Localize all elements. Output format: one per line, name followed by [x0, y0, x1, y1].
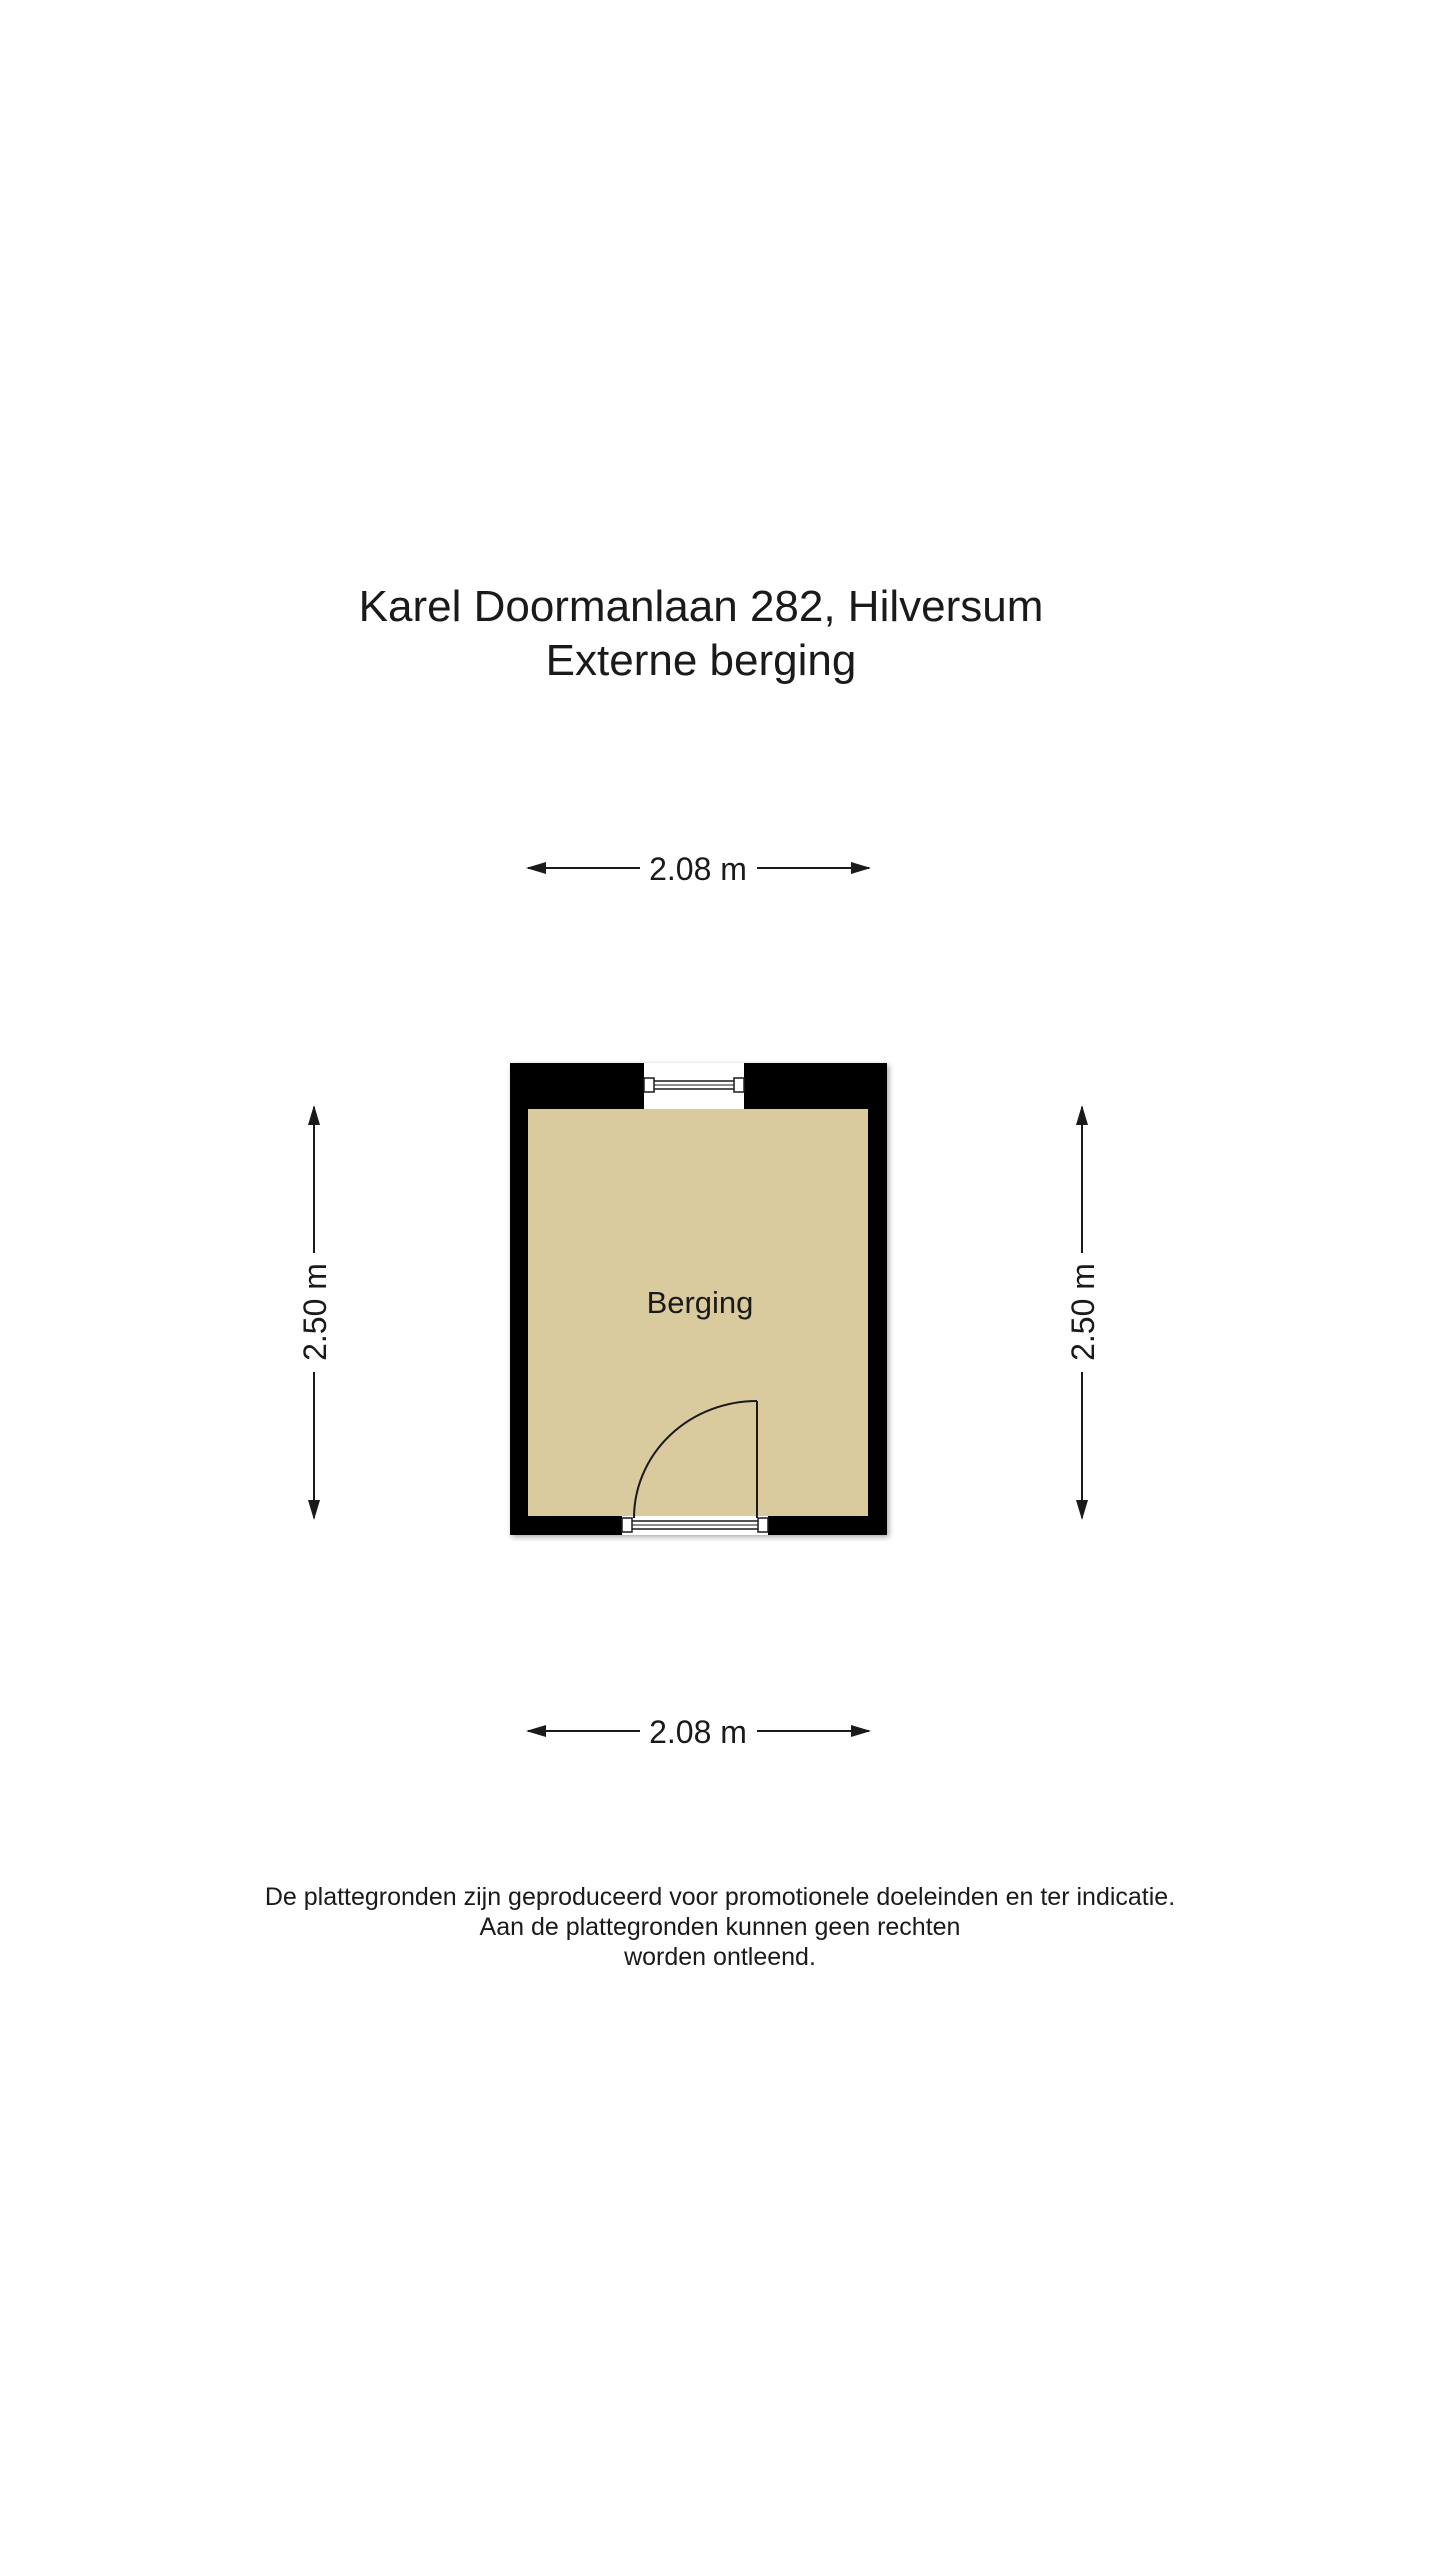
disclaimer-line-2: Aan de plattegronden kunnen geen rechten [479, 1913, 961, 1941]
address-title: Karel Doormanlaan 282, Hilversum [358, 582, 1044, 631]
dimension-right [1065, 1107, 1101, 1518]
door-frame-left [622, 1518, 632, 1532]
room-label-berging: Berging [646, 1285, 754, 1320]
top-window-opening [644, 1063, 744, 1109]
dimension-bottom [528, 1714, 869, 1750]
disclaimer-line-3: worden ontleend. [624, 1943, 816, 1971]
dimension-bottom-label: 2.08 m [649, 1714, 747, 1750]
dimension-top-label: 2.08 m [649, 851, 747, 887]
floor-title: Externe berging [545, 636, 857, 685]
dimension-left [297, 1107, 333, 1518]
dimension-left-label: 2.50 m [297, 1263, 333, 1361]
disclaimer [0, 1882, 1440, 1972]
dimension-right-label: 2.50 m [1065, 1263, 1101, 1361]
dimension-top [528, 851, 869, 887]
top-window [644, 1063, 744, 1109]
door-frame-right [758, 1518, 768, 1532]
top-window-frame-left [644, 1078, 654, 1092]
disclaimer-line-1: De plattegronden zijn geproduceerd voor promotionele doeleinden en ter indicatie. [264, 1883, 1176, 1911]
top-window-frame-right [734, 1078, 744, 1092]
